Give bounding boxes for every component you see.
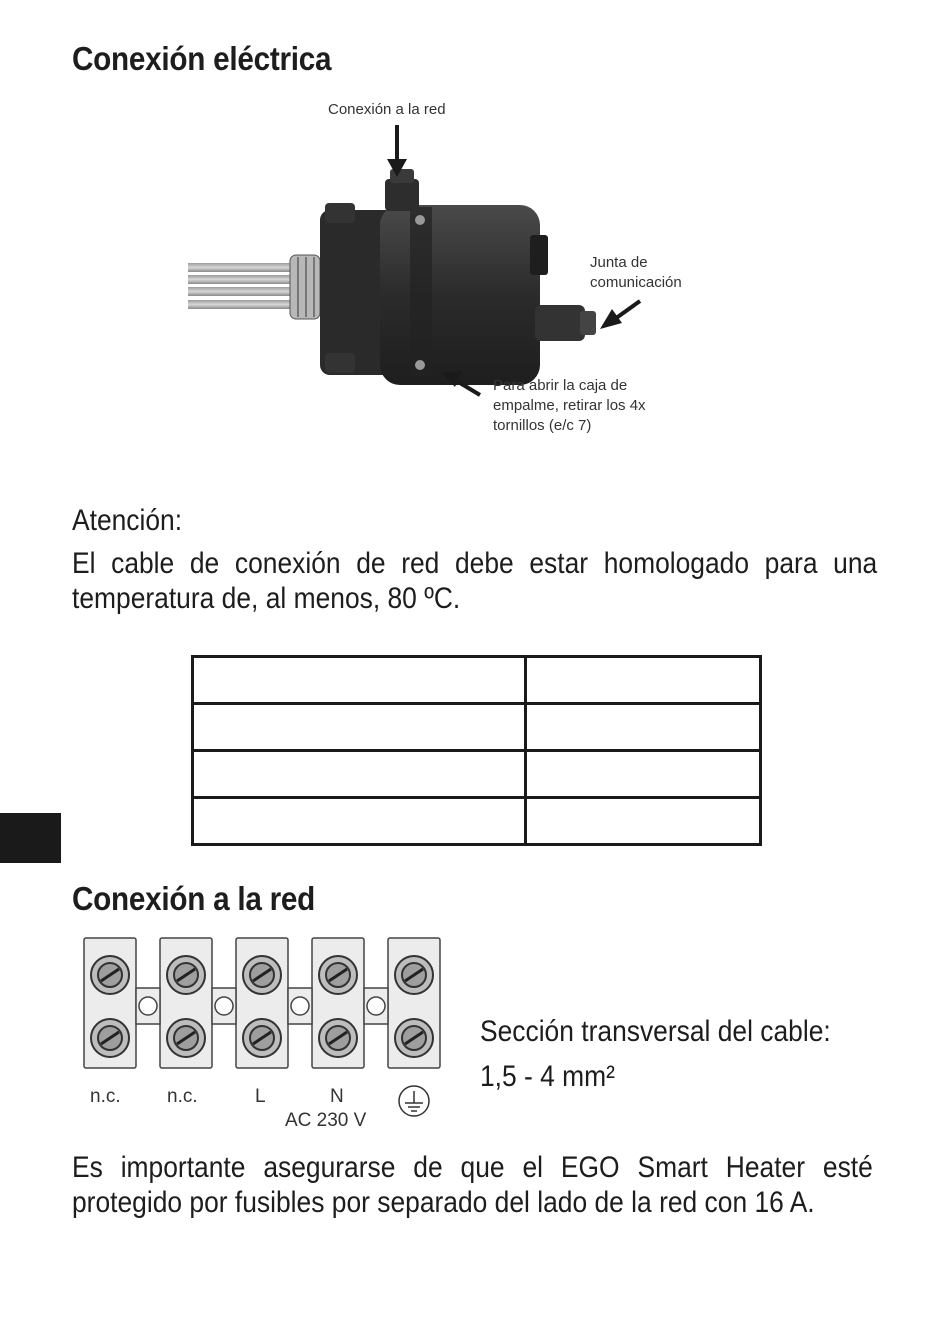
table-cell: [193, 657, 526, 704]
cable-section-value: 1,5 - 4 mm²: [480, 1060, 615, 1093]
voltage-label: AC 230 V: [285, 1110, 367, 1131]
terminal-block-diagram: [72, 933, 452, 1138]
ground-icon: [399, 1086, 429, 1116]
page-side-tab: [0, 813, 61, 863]
empty-table: [191, 655, 762, 846]
heater-photo: [180, 95, 720, 455]
label-screws-line3: tornillos (e/c 7): [493, 417, 592, 434]
table-cell: [526, 657, 761, 704]
fuse-note: Es importante asegurarse de que el EGO Smart Heater esté protegido por fusibles por separado del lado de la red con 16 A.: [72, 1151, 873, 1219]
terminal-label-l: L: [255, 1086, 266, 1107]
table-row: [193, 751, 761, 798]
section-title-electrical-connection: Conexión eléctrica: [72, 40, 332, 77]
label-screws-line2: empalme, retirar los 4x: [493, 397, 646, 414]
section-title-mains-connection: Conexión a la red: [72, 880, 315, 917]
table-cell: [526, 704, 761, 751]
terminal-label-nc-1: n.c.: [90, 1086, 121, 1107]
table-cell: [193, 798, 526, 845]
label-mains-connection: Conexión a la red: [328, 101, 446, 118]
label-screws-line1: Para abrir la caja de: [493, 377, 628, 394]
table-cell: [193, 704, 526, 751]
label-comm-line1: Junta de: [590, 254, 648, 271]
attention-text: El cable de conexión de red debe estar homologado para una temperatura de, al menos, 80 ºC.: [72, 547, 878, 615]
table-row: [193, 798, 761, 845]
terminal-label-nc-2: n.c.: [167, 1086, 198, 1107]
table-row: [193, 657, 761, 704]
label-comm-line2: comunicación: [590, 274, 682, 291]
terminal-label-n: N: [330, 1086, 344, 1107]
table-cell: [193, 751, 526, 798]
cable-section-label: Sección transversal del cable:: [480, 1015, 831, 1048]
attention-heading: Atención:: [72, 504, 183, 537]
table-cell: [526, 751, 761, 798]
table-row: [193, 704, 761, 751]
table-cell: [526, 798, 761, 845]
